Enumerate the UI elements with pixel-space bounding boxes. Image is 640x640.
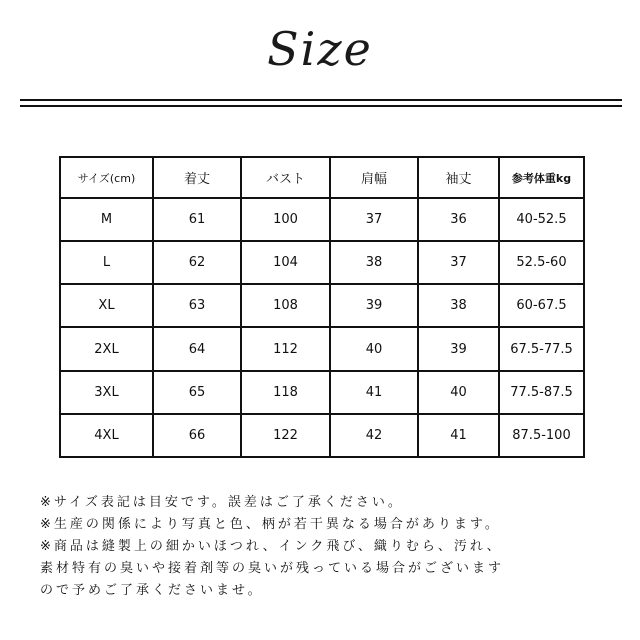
table-cell: 63 (153, 284, 241, 327)
page-title: Size (267, 22, 373, 76)
table-cell: 66 (153, 414, 241, 457)
header-sleeve: 袖丈 (418, 157, 499, 198)
table-cell: 41 (418, 414, 499, 457)
table-cell: 40-52.5 (499, 198, 584, 241)
table-cell: 39 (330, 284, 418, 327)
table-cell: 42 (330, 414, 418, 457)
table-cell: 87.5-100 (499, 414, 584, 457)
table-cell: 38 (418, 284, 499, 327)
table-cell: 108 (241, 284, 330, 327)
table-cell: 41 (330, 371, 418, 414)
table-row (60, 241, 584, 284)
header-weight: 参考体重kg (499, 157, 584, 198)
table-cell: 60-67.5 (499, 284, 584, 327)
size-table (59, 156, 585, 458)
header-shoulder: 肩幅 (330, 157, 418, 198)
table-cell: 36 (418, 198, 499, 241)
table-cell: 65 (153, 371, 241, 414)
note-line: 素材特有の臭いや接着剤等の臭いが残っている場合がございます (40, 561, 505, 576)
header-size: サイズ(cm) (60, 157, 153, 198)
table-cell: 122 (241, 414, 330, 457)
table-cell: XL (60, 284, 153, 327)
table-cell: 112 (241, 327, 330, 370)
table-row (60, 284, 584, 327)
table-row (60, 414, 584, 457)
table-row (60, 327, 584, 370)
divider-line (20, 99, 622, 101)
table-cell: 37 (330, 198, 418, 241)
header-bust: バスト (241, 157, 330, 198)
table-cell: 67.5-77.5 (499, 327, 584, 370)
table-row (60, 371, 584, 414)
note-line: ※生産の関係により写真と色、柄が若干異なる場合があります。 (40, 517, 501, 532)
divider-line (20, 105, 622, 107)
table-cell: 3XL (60, 371, 153, 414)
table-cell: 2XL (60, 327, 153, 370)
table-cell: L (60, 241, 153, 284)
table-cell: 37 (418, 241, 499, 284)
table-cell: 77.5-87.5 (499, 371, 584, 414)
note-line: ので予めご了承くださいませ。 (40, 583, 264, 598)
notes-block (40, 492, 620, 602)
table-cell: 104 (241, 241, 330, 284)
table-row (60, 198, 584, 241)
header-length: 着丈 (153, 157, 241, 198)
table-header-row (60, 157, 584, 198)
table-cell: M (60, 198, 153, 241)
table-cell: 52.5-60 (499, 241, 584, 284)
note-line: ※サイズ表記は目安です。誤差はご了承ください。 (40, 495, 404, 510)
table-cell: 100 (241, 198, 330, 241)
note-line: ※商品は縫製上の細かいほつれ、インク飛び、織りむら、汚れ、 (40, 539, 503, 554)
table-cell: 39 (418, 327, 499, 370)
table-cell: 40 (418, 371, 499, 414)
table-cell: 118 (241, 371, 330, 414)
table-cell: 40 (330, 327, 418, 370)
table-cell: 62 (153, 241, 241, 284)
table-cell: 61 (153, 198, 241, 241)
table-cell: 4XL (60, 414, 153, 457)
table-cell: 64 (153, 327, 241, 370)
table-cell: 38 (330, 241, 418, 284)
